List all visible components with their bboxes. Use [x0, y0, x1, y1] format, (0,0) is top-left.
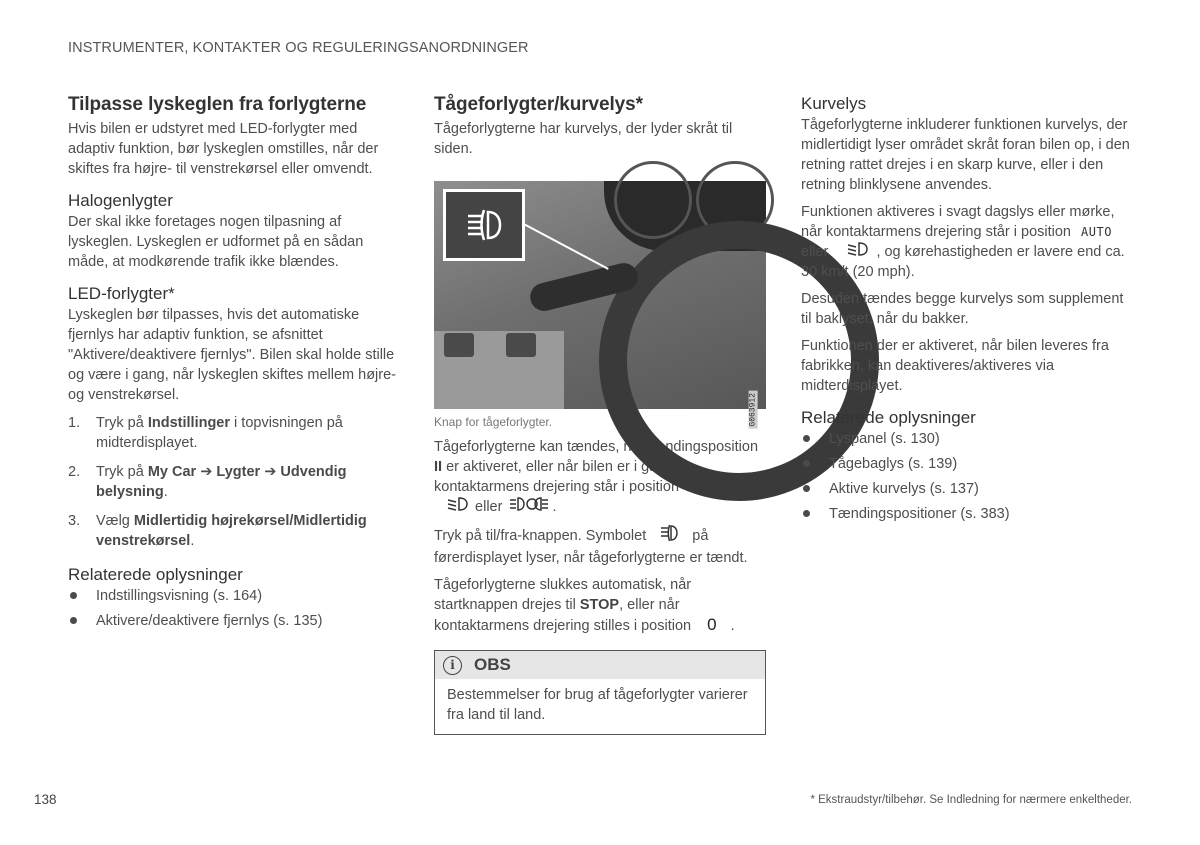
toggle-text	[434, 524, 770, 568]
photo-caption: Knap for tågeforlygter.	[434, 415, 553, 429]
bullet-icon	[803, 510, 810, 517]
left-column	[68, 94, 398, 636]
note-box	[434, 650, 766, 735]
halogen-heading: Halogenlygter	[68, 191, 173, 210]
text-span: eller	[801, 244, 829, 260]
step-item	[68, 511, 398, 551]
step-text: Tryk på	[96, 415, 148, 431]
menu-path-item: Midlertidig venstrekørsel	[96, 513, 367, 549]
intro-text: Tågeforlygterne har kurvelys, der lyder skråt til siden.	[434, 121, 733, 157]
text-span: ,	[725, 479, 730, 495]
curve-light-intro: Tågeforlygterne inkluderer funktionen kurvelys, der midlertidigt lyser området skråt foran bilen op, i den retning rattet drejes i en skarp kurve, eller i den retning blinklysene anvendes.	[801, 117, 1130, 193]
fog-light-icon	[464, 208, 504, 242]
footnote: * Ekstraudstyr/tilbehør. Se Indledning for nærmere enkeltheder.	[810, 794, 1132, 806]
step-number: 1.	[68, 415, 81, 431]
step-text: i topvisningen på midterdisplayet.	[96, 415, 343, 451]
high-beam-icon	[509, 497, 549, 517]
arrow-icon: ➔	[264, 464, 277, 480]
page-header: INSTRUMENTER, KONTAKTER OG REGULERINGSANORDNINGER	[68, 40, 529, 56]
related-link-label: Tågebaglys (s. 139)	[829, 456, 958, 473]
callout-line	[520, 221, 609, 270]
related-link[interactable]	[801, 504, 1136, 524]
reverse-text: Desuden tændes begge kurvelys som supplement til baklyset, når du bakker.	[801, 291, 1124, 328]
step-text: Tryk på	[96, 464, 148, 480]
related-link[interactable]	[68, 611, 398, 631]
related-link[interactable]	[68, 586, 398, 606]
panel-button	[444, 333, 474, 357]
led-text: Lyskeglen bør tilpasses, hvis det automatiske fjernlys har adaptiv funktion, se afsnittet "Aktivere/deaktivere fjernlys". Bilen skal holde stille og være i gang, når lyskeglen skiftes mellem højre- og venstrekørsel.	[68, 307, 396, 403]
related-link-label: Lyspanel (s. 130)	[829, 431, 940, 448]
middle-column	[434, 94, 770, 735]
step-item	[68, 462, 398, 502]
related-heading: Relaterede oplysninger	[801, 408, 976, 428]
right-column	[801, 94, 1136, 529]
text-span: Tryk på til/fra-knappen. Symbolet	[434, 528, 647, 544]
related-list	[68, 586, 398, 631]
step-text: Vælg	[96, 513, 134, 529]
auto-off-text	[434, 575, 770, 636]
menu-path-item: Indstillinger	[147, 415, 231, 431]
image-code: G063912	[749, 393, 758, 427]
menu-path-item: Midlertidig højrekørsel	[133, 513, 290, 529]
text-span: eller	[475, 499, 503, 515]
section-title-fog-lights: Tågeforlygter/kurvelys*	[434, 94, 643, 115]
menu-path-item: Lygter	[216, 464, 261, 480]
related-link[interactable]	[801, 479, 1136, 499]
text-span: , og kørehastigheden er lavere end ca. 30 km/t (20 mph).	[801, 244, 1125, 281]
panel-button	[506, 333, 536, 357]
menu-path-item: Udvendig belysning	[96, 464, 347, 500]
led-heading: LED-forlygter*	[68, 284, 175, 303]
related-link-label: Aktivere/deaktivere fjernlys (s. 135)	[96, 613, 323, 629]
info-icon: i	[443, 656, 462, 675]
fog-light-icon	[660, 524, 678, 548]
gauge-left	[614, 161, 692, 239]
text-span: på førerdisplayet lyser, når tågeforlygterne er tændt.	[434, 528, 748, 567]
step-item	[68, 413, 398, 453]
steps-list	[68, 413, 398, 551]
text-span: , eller når kontaktarmens drejering stilles i position	[434, 597, 692, 635]
low-beam-icon	[446, 497, 468, 517]
position-zero-symbol: 0	[707, 615, 717, 635]
related-link-label: Indstillingsvisning (s. 164)	[96, 588, 263, 604]
related-link[interactable]	[801, 454, 1136, 474]
ignition-position: II	[434, 459, 443, 475]
page-number: 138	[34, 792, 57, 807]
auto-symbol: AUTO	[689, 480, 720, 494]
related-list	[801, 429, 1136, 524]
curve-light-heading: Kurvelys	[801, 94, 867, 113]
text-span: Tågeforlygterne kan tændes, når tændingsposition	[434, 439, 759, 455]
halogen-text: Der skal ikke foretages nogen tilpasning af lyskeglen. Lyskeglen er udformet på en sådan måde, at modkørende trafik ikke blændes.	[68, 214, 364, 270]
bullet-icon	[803, 460, 810, 467]
text-span: .	[730, 618, 735, 635]
menu-separator: /	[289, 513, 294, 529]
fog-light-callout	[443, 189, 525, 261]
note-title: OBS	[474, 655, 511, 675]
menu-path-item: My Car	[147, 464, 197, 480]
related-link-label: Aktive kurvelys (s. 137)	[829, 481, 979, 498]
related-link-label: Tændingspositioner (s. 383)	[829, 506, 1010, 523]
text-span: Tågeforlygterne slukkes automatisk, når startknappen drejes til	[434, 577, 692, 614]
step-number: 2.	[68, 464, 81, 480]
step-text: .	[190, 533, 195, 549]
note-body: Bestemmelser for brug af tågeforlygter varierer fra land til land.	[447, 687, 748, 724]
low-beam-icon	[846, 242, 868, 262]
bullet-icon	[70, 592, 77, 599]
arrow-icon: ➔	[200, 464, 213, 480]
text-span: er aktiveret, eller når bilen er i gang og kontaktarmens drejering står i position	[434, 459, 694, 495]
text-span: .	[552, 499, 557, 515]
intro-text: Hvis bilen er udstyret med LED-forlygter med adaptiv funktion, bør lyskeglen omstilles, når der skiftes fra højre- til venstrekørsel eller omvendt.	[68, 121, 379, 177]
step-number: 3.	[68, 513, 81, 529]
bullet-icon	[803, 435, 810, 442]
step-text: .	[163, 484, 168, 500]
related-link[interactable]	[801, 429, 1136, 449]
factory-text: Funktionen der er aktiveret, når bilen leveres fra fabrikken, kan deaktiveres/aktiveres via midterdisplayet.	[801, 338, 1109, 395]
note-header	[435, 651, 765, 679]
section-title-adjust-beam: Tilpasse lyskeglen fra forlygterne	[68, 94, 367, 115]
auto-symbol: AUTO	[1081, 225, 1112, 239]
bullet-icon	[70, 617, 77, 624]
related-heading: Relaterede oplysninger	[68, 565, 243, 584]
bullet-icon	[803, 485, 810, 492]
activation-text	[801, 202, 1136, 282]
text-span: Funktionen aktiveres i svagt dagslys eller mørke, når kontaktarmens drejering står i position	[801, 204, 1115, 240]
stop-position: STOP	[579, 597, 620, 614]
